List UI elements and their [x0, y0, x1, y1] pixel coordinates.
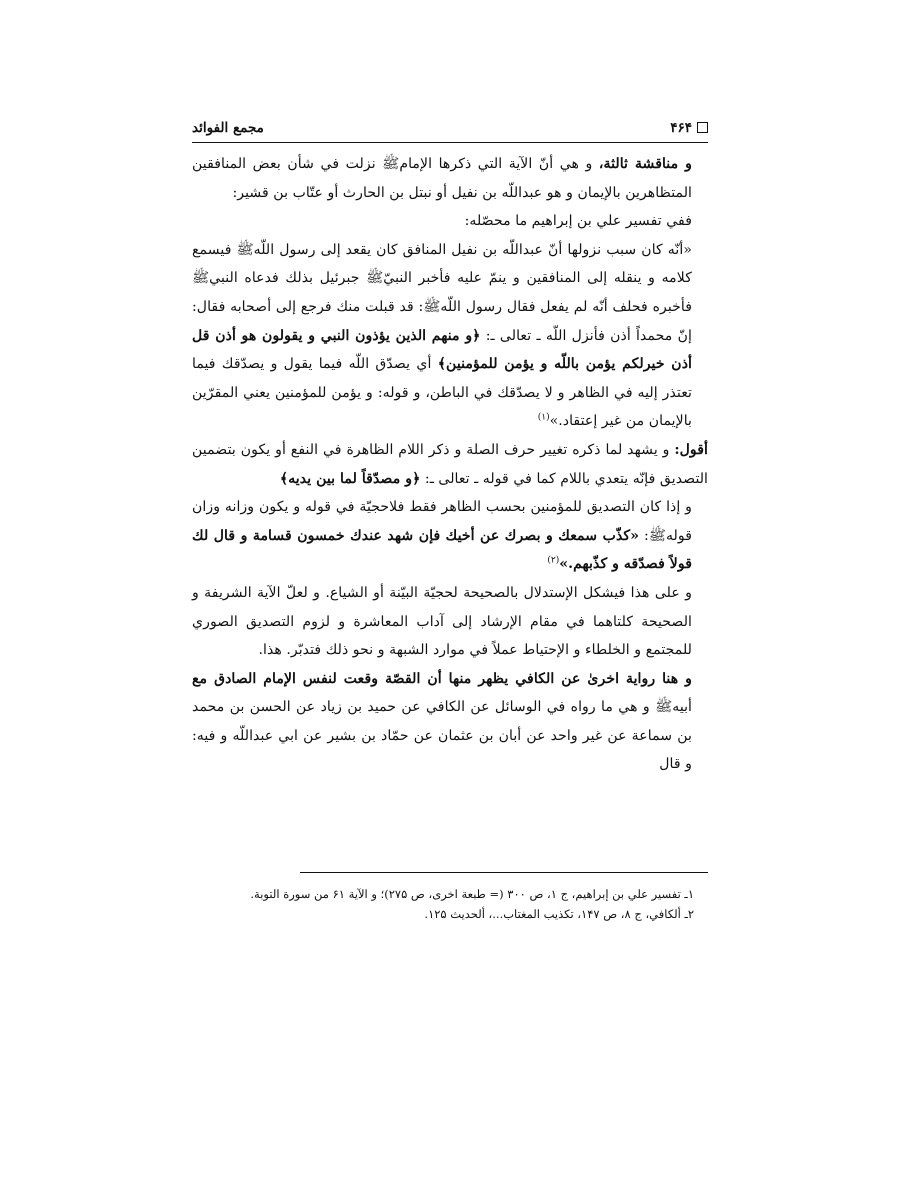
quran-verse-2: ﴿و مصدّقاً لما بين يديه﴾ — [279, 470, 421, 487]
paragraph-7-text: أبيهﷺ و هي ما رواه في الوسائل عن الكافي عن حميد بن زياد عن الحسن بن محمد بن سماعة عن غير واحد عن أبان بن عثمان عن حمّاد بن بشير عن ابي عبداللّه و فيه: و قال — [192, 699, 692, 773]
quran-verse: ﴿و منهم الذين يؤذون النبي و يقولون هو أذن قل أذن خيرلكم يؤمن باللّه و يؤمن للمؤمنين﴾ — [192, 327, 692, 373]
footnote-1: ۱ـ تفسير علي بن إبراهيم، ج ۱، ص ۳۰۰ (= طبعة اخرى، ص ۲۷۵)؛ و الآية ۶۱ من سورة التوبة. — [250, 887, 694, 901]
paragraph-4-text: و يشهد لما ذكره تغيير حرف الصلة و ذكر اللام الظاهرة في النفع أو يكون بتضمين التصديق فإنّه يتعدي باللام كما في قوله ـ تعالى ـ: — [192, 441, 708, 487]
paragraph-6 — [192, 579, 708, 665]
paragraph-7 — [192, 665, 708, 779]
running-header — [192, 118, 708, 140]
footnotes — [192, 884, 708, 924]
paragraph-2 — [192, 207, 708, 236]
quotation-paragraph — [192, 236, 708, 436]
main-text — [192, 150, 708, 779]
page-number-text: ۴۶۴ — [670, 120, 692, 136]
paragraph-2-text: ففي تفسير علي بن إبراهيم ما محصّله: — [464, 213, 692, 230]
paragraph-4-lead: أقول: — [674, 441, 708, 458]
header-rule — [192, 142, 708, 143]
square-icon — [697, 122, 708, 133]
quotation-text-c: أي يصدّق اللّه فيما يقول و يصدّقك فيما تعتذر إليه في الظاهر و لا يصدّقك في الباطن، و قوله: و يؤمن للمؤمنين يعني المقرّين بالإيمان من غير إعتقاد.» — [192, 356, 692, 430]
paragraph-1 — [192, 150, 708, 207]
book-title: مجمع الفوائد — [192, 120, 264, 136]
paragraph-5 — [192, 493, 708, 579]
paragraph-1-text: و هي أنّ الآية التي ذكرها الإمامﷺ نزلت في شأن بعض المنافقين المتظاهرين بالإيمان و هو عبداللّه بن نفيل أو نبتل بن الحارث أو عتّاب بن قشير: — [192, 156, 692, 201]
paragraph-1-lead: و مناقشة ثالثة، — [598, 156, 692, 172]
paragraph-5-text: و إذا كان التصديق للمؤمنين بحسب الظاهر فقط فلاحجيّة في قوله و يكون وزانه وزان قولهﷺ: — [192, 499, 692, 544]
footnote-2: ۲ـ ألكافي، ج ۸، ص ۱۴۷، تكذيب المغتاب...، ألحديث ۱۲۵. — [424, 907, 694, 921]
paragraph-7-lead: و هنا رواية اخرىٰ عن الكافي يظهر منها أن القصّة وقعت لنفس الإمام الصادق مع — [192, 670, 692, 687]
footnote-ref-2: (۲) — [547, 555, 560, 566]
quotation-text-a: «أنّه كان سبب نزولها أنّ عبداللّه بن نفيل المنافق كان يقعد إلى رسول اللّهﷺ فيسمع كلامه و ينقله إلى المنافقين و ينمّ عليه فأخبر النبيّﷺ جبرئيل بذلك فدعاه النبيﷺ فأخبره فحلف أنّه لم يفعل فقال رسول اللّهﷺ: قد قبلت منك فرجع إلى أصحابه فقال: إنّ محمداً أذن فأنزل اللّه ـ تعالى ـ: — [192, 241, 692, 344]
paragraph-6-text: و على هذا فيشكل الإستدلال بالصحيحة لحجيّة البيّنة أو الشياع. و لعلّ الآية الشريفة و الصحيحة كلتاهما في مقام الإرشاد إلى آداب المعاشرة و لزوم التصديق الصوري للمجتمع و الخلطاء و الإحتياط عملاً في موارد الشبهة و نحو ذلك فتدبّر. هذا. — [192, 584, 692, 659]
hadith-quote: «كذّب سمعك و بصرك عن أخيك فإن شهد عندك خمسون قسامة و قال لك قولاً فصدّقه و كذّبهم.» — [192, 527, 692, 573]
paragraph-4 — [192, 436, 708, 493]
footnote-ref-1: (۱) — [537, 412, 550, 423]
footnote-rule — [300, 872, 708, 873]
page-number — [670, 120, 708, 136]
